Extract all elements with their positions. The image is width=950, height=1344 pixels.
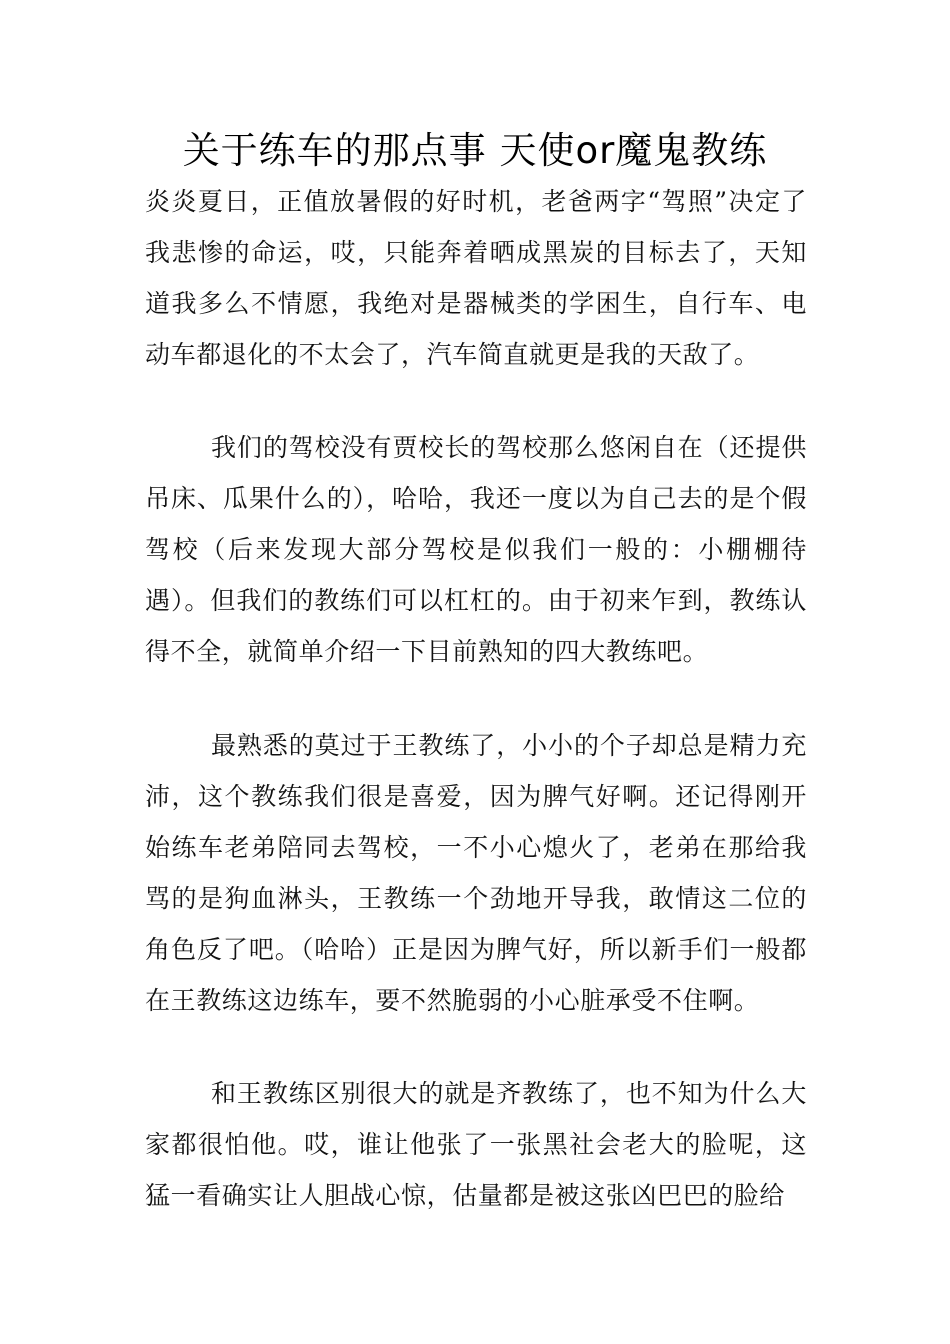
paragraph-2: 我们的驾校没有贾校长的驾校那么悠闲自在（还提供吊床、瓜果什么的），哈哈，我还一度以为自己去的是个假驾校（后来发现大部分驾校是似我们一般的：小棚棚待遇）。但我们的教练们可以杠杠的。由于初来乍到，教练认得不全，就简单介绍一下目前熟知的四大教练吧。	[145, 433, 807, 666]
document-title: 关于练车的那点事 天使or魔鬼教练	[182, 129, 768, 172]
paragraph-4: 和王教练区别很大的就是齐教练了，也不知为什么大家都很怕他。哎，谁让他张了一张黑社会老大的脸呢，这猛一看确实让人胆战心惊，估量都是被这张凶巴巴的脸给	[145, 1079, 807, 1210]
paragraph-3: 最熟悉的莫过于王教练了，小小的个子却总是精力充沛，这个教练我们很是喜爱，因为脾气好啊。还记得刚开始练车老弟陪同去驾校，一不小心熄火了，老弟在那给我骂的是狗血淋头，王教练一个劲地开导我，敢情这二位的角色反了吧。（哈哈）正是因为脾气好，所以新手们一般都在王教练这边练车，要不然脆弱的小心脏承受不住啊。	[145, 731, 807, 1015]
paragraph-1: 炎炎夏日，正值放暑假的好时机，老爸两字“驾照”决定了我悲惨的命运，哎，只能奔着晒成黑炭的目标去了，天知道我多么不情愿，我绝对是器械类的学困生，自行车、电动车都退化的不太会了，汽车简直就更是我的天敌了。	[145, 187, 807, 369]
